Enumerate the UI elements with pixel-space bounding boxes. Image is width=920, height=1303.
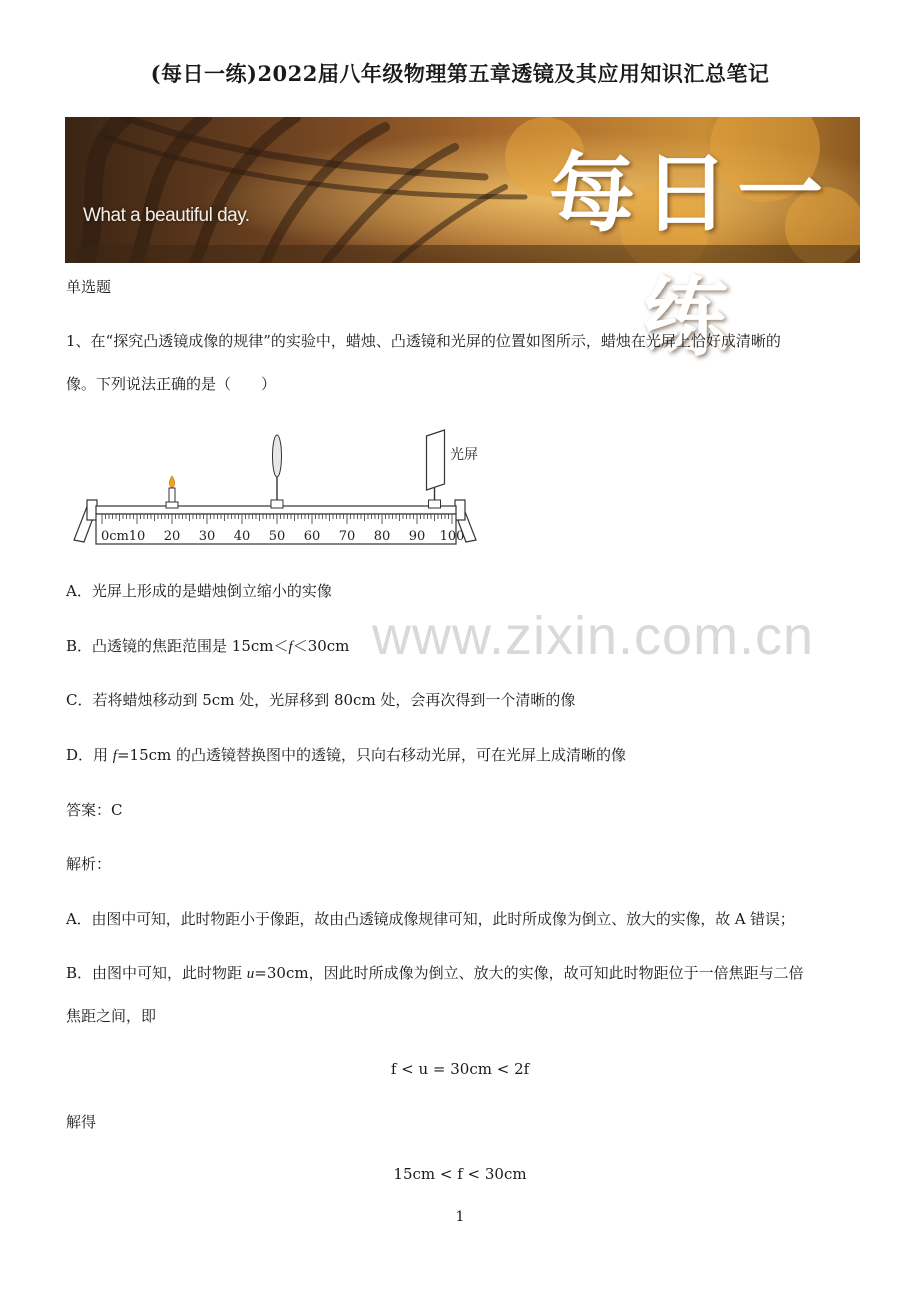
scale-label: 100 xyxy=(439,529,465,544)
candle xyxy=(166,476,178,508)
screen-label: 光屏 xyxy=(450,447,478,463)
scale-label: 60 xyxy=(303,529,321,544)
section-label: 单选题 xyxy=(66,278,112,296)
option-a: A．光屏上形成的是蜡烛倒立缩小的实像 xyxy=(66,582,332,600)
analysis-label: 解析： xyxy=(66,855,112,873)
scale-label: 80 xyxy=(373,529,391,544)
option-c: C．若将蜡烛移动到 5cm 处，光屏移到 80cm 处，会再次得到一个清晰的像 xyxy=(66,691,576,709)
scale-label: 0cm xyxy=(101,529,129,544)
candle-flame xyxy=(169,476,174,488)
scale-label: 90 xyxy=(408,529,426,544)
solve-label: 解得 xyxy=(66,1113,97,1131)
question-line-1: 1、在“探究凸透镜成像的规律”的实验中，蜡烛、凸透镜和光屏的位置如图所示，蜡烛在光屏上恰好成清晰的 xyxy=(66,332,781,350)
optical-bench-diagram xyxy=(70,428,490,552)
convex-lens xyxy=(271,435,283,508)
screen-holder xyxy=(429,500,441,508)
candle-holder xyxy=(166,502,178,508)
lens-holder xyxy=(271,500,283,508)
analysis-b-line-1 xyxy=(66,962,804,985)
formula-1: f < u = 30cm < 2f xyxy=(390,1060,530,1078)
option-d-text-2: =15cm 的凸透镜替换图中的透镜，只向右移动光屏，可在光屏上成清晰的像 xyxy=(116,746,627,764)
screen-panel xyxy=(427,430,445,490)
option-b-variable: f xyxy=(288,639,293,655)
banner-title: 每日一练 xyxy=(549,144,831,368)
analysis-b-line-2: 焦距之间，即 xyxy=(66,1007,157,1025)
analysis-b-text-2: =30cm，因此时所成像为倒立、放大的实像，故可知此时物距位于一倍焦距与二倍 xyxy=(254,964,804,982)
lens-glass xyxy=(273,435,282,477)
light-screen xyxy=(427,430,445,508)
option-d-variable: f xyxy=(112,748,117,764)
option-b-text-2: ＜30cm xyxy=(292,637,350,655)
formula-2: 15cm < f < 30cm xyxy=(393,1165,527,1183)
answer: 答案：C xyxy=(66,801,123,819)
analysis-b-variable: u xyxy=(246,966,255,982)
document-title: (每日一练)2022届八年级物理第五章透镜及其应用知识汇总笔记 xyxy=(150,61,770,86)
option-d xyxy=(66,744,626,767)
scale-label: 30 xyxy=(198,529,216,544)
option-d-text-1: D．用 xyxy=(66,746,113,764)
scale-label: 20 xyxy=(163,529,181,544)
page-number: 1 xyxy=(455,1209,465,1225)
optical-bench-svg xyxy=(70,428,490,548)
option-b-text-1: B．凸透镜的焦距范围是 15cm＜ xyxy=(66,637,289,655)
analysis-b-text-1: B．由图中可知，此时物距 xyxy=(66,964,247,982)
scale-label: 10 xyxy=(128,529,146,544)
scale-label: 70 xyxy=(338,529,356,544)
scale-label: 50 xyxy=(268,529,286,544)
watermark: www.zixin.com.cn xyxy=(372,606,815,666)
candle-body xyxy=(169,488,175,502)
question-line-2: 像。下列说法正确的是（ ） xyxy=(66,375,277,393)
banner-tagline: What a beautiful day. xyxy=(83,205,250,226)
analysis-a: A．由图中可知，此时物距小于像距，故由凸透镜成像规律可知，此时所成像为倒立、放大的实像，故 A 错误； xyxy=(66,910,795,928)
option-b xyxy=(66,635,349,658)
scale-label: 40 xyxy=(233,529,251,544)
